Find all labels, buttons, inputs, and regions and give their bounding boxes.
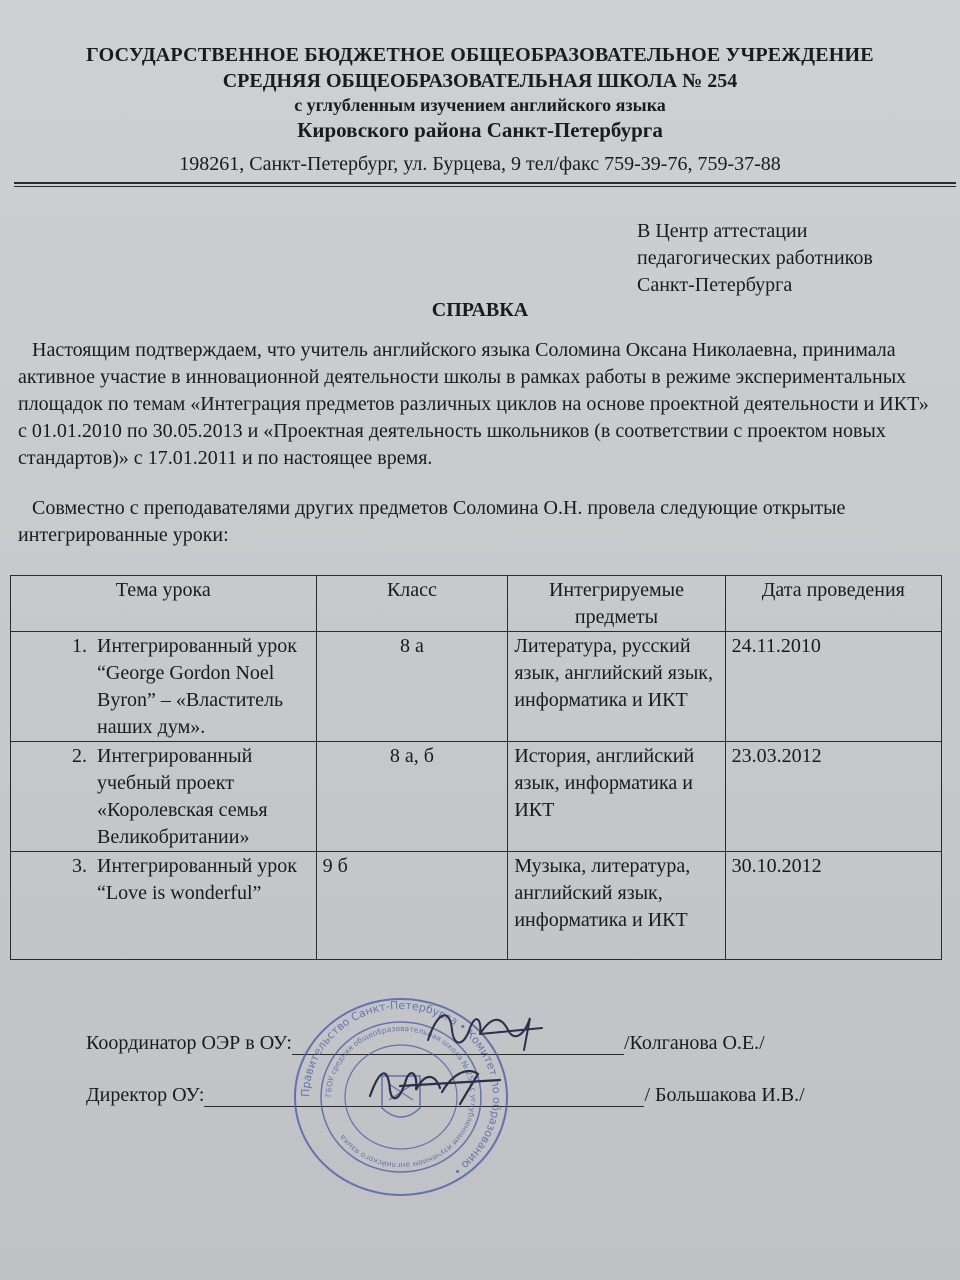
director-label: Директор ОУ: bbox=[86, 1084, 205, 1106]
header-divider-thin bbox=[14, 186, 956, 187]
topic-cell bbox=[11, 852, 317, 960]
row-number: 1. bbox=[72, 635, 87, 657]
school-specialization: с углубленным изучением английского языка bbox=[294, 95, 666, 115]
school-address: 198261, Санкт-Петербург, ул. Бурцева, 9 тел/факс 759-39-76, 759-37-88 bbox=[179, 153, 781, 175]
table-header-row bbox=[11, 576, 942, 632]
subjects-cell: История, английский язык, информатика и ИКТ bbox=[508, 742, 725, 852]
lessons-table bbox=[10, 575, 942, 960]
header-class: Класс bbox=[316, 576, 508, 632]
lesson-topic: Интегрированный урок “Love is wonderful” bbox=[97, 855, 297, 904]
lesson-topic: Интегрированный учебный проект «Королевская семья Великобритании» bbox=[97, 745, 268, 848]
topic-cell bbox=[11, 632, 317, 742]
class-cell: 8 а, б bbox=[316, 742, 508, 852]
row-number: 3. bbox=[72, 855, 87, 877]
stamp-inner-text-path: ГБОУ средняя общеобразовательная школа № 254 с углубленным изучением английского языка bbox=[323, 1023, 479, 1171]
director-handwritten-signature bbox=[360, 1060, 510, 1110]
subjects-cell: Музыка, литература, английский язык, информатика и ИКТ bbox=[508, 852, 725, 960]
director-name: / Большакова И.В./ bbox=[644, 1084, 805, 1106]
date-cell: 23.03.2012 bbox=[725, 742, 941, 852]
header-date: Дата проведения bbox=[725, 576, 941, 632]
school-district: Кировского района Санкт-Петербурга bbox=[297, 118, 663, 142]
header-divider bbox=[14, 182, 956, 184]
table-row bbox=[11, 632, 942, 742]
recipient-line: В Центр аттестации bbox=[637, 220, 808, 242]
body-paragraph-2: Совместно с преподавателями других предметов Соломина О.Н. провела следующие открытые интегрированные уроки: bbox=[18, 497, 846, 546]
class-cell: 8 а bbox=[316, 632, 508, 742]
stamp-outer-text-path: Правительство Санкт-Петербурга • Комитет по образованию • bbox=[298, 998, 504, 1179]
school-name: СРЕДНЯЯ ОБЩЕОБРАЗОВАТЕЛЬНАЯ ШКОЛА № 254 bbox=[222, 70, 738, 92]
recipient-line: Санкт-Петербурга bbox=[637, 274, 793, 296]
header-topic: Тема урока bbox=[11, 576, 317, 632]
topic-cell bbox=[11, 742, 317, 852]
table-row bbox=[11, 742, 942, 852]
coordinator-handwritten-signature bbox=[420, 1000, 550, 1060]
row-number: 2. bbox=[72, 745, 87, 767]
subjects-cell: Литература, русский язык, английский язык, информатика и ИКТ bbox=[508, 632, 725, 742]
body-paragraph-1: Настоящим подтверждаем, что учитель английского языка Соломина Оксана Николаевна, принимала активное участие в инновационной деятельности школы в рамках работы в режиме экспериментальных площадок по темам «Интеграция предметов различных циклов на основе проектной деятельности и ИКТ» с 01.01.2010 по 30.05.2013 и «Проектная деятельность школьников (в соответствии с проектом новых стандартов)» с 17.01.2011 и по настоящее время. bbox=[18, 339, 929, 469]
coordinator-label: Координатор ОЭР в ОУ: bbox=[86, 1032, 292, 1054]
coordinator-name: /Колганова О.Е./ bbox=[624, 1032, 765, 1054]
document-title: СПРАВКА bbox=[431, 299, 529, 321]
table-row bbox=[11, 852, 942, 960]
date-cell: 30.10.2012 bbox=[725, 852, 941, 960]
header-subjects: Интегрируемые предметы bbox=[508, 576, 725, 632]
date-cell: 24.11.2010 bbox=[725, 632, 941, 742]
institution-name: ГОСУДАРСТВЕННОЕ БЮДЖЕТНОЕ ОБЩЕОБРАЗОВАТЕЛЬНОЕ УЧРЕЖДЕНИЕ bbox=[86, 44, 874, 66]
class-cell: 9 б bbox=[316, 852, 508, 960]
recipient-line: педагогических работников bbox=[637, 247, 873, 269]
recipient-block bbox=[637, 218, 873, 299]
lesson-topic: Интегрированный урок “George Gordon Noel Byron” – «Властитель наших дум». bbox=[97, 635, 297, 738]
